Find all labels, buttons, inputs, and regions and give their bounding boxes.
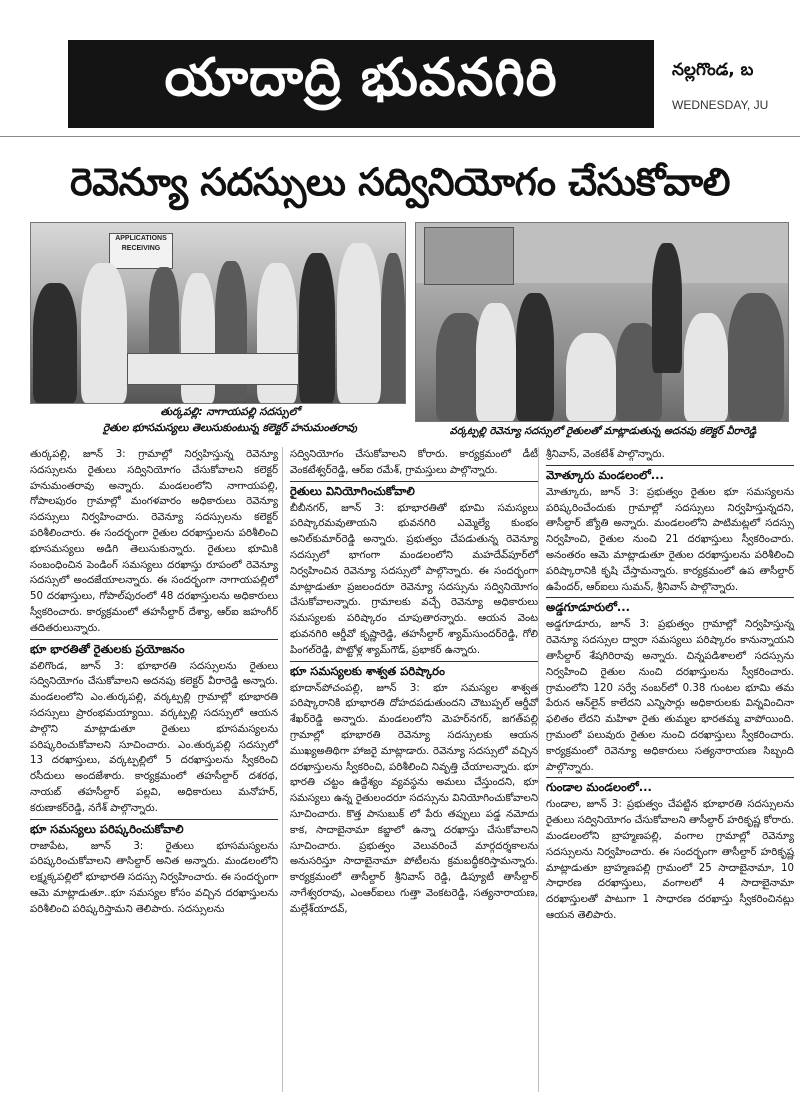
column-rule-2	[538, 447, 539, 1092]
edition-info	[672, 60, 800, 112]
paragraph-valigonda: వలిగొండ, జూన్ 3: భూభారతి సదస్సులను రైతులు సద్వినియోగం చేసుకోవాలని అదనపు కలెక్టర్ వీరారెడ్డి అన్నారు. మండలంలోని ఎం.తుర్కపల్లి, వర్కట్పల్లి గ్రామాల్లో భూభారతి సదస్సులు ప్రారంభమయ్యాయి. వర్కట్పల్లి సదస్సులో ఆయన పాల్గొని మాట్లాడుతూ రైతులు భూసమస్యలను పరిష్కరించుకోవాలని సూచించారు. ఎం.తుర్కపల్లి సదస్సులో 13 దరఖాస్తులు, వర్కట్పల్లిలో 5 దరఖాస్తులను స్వీకరించి రసీదులు అందజేశారు. కార్యక్రమంలో తహసీల్దార్ దశరథ, నాయబ్ తహసీల్దార్ పల్లవి, అధికారులు మనోహర్, కరుణాకర్‌రెడ్డి, నగేశ్ పాల్గొన్నారు.	[30, 660, 278, 814]
photo-collector-meeting	[30, 222, 406, 404]
desk	[127, 353, 299, 385]
headline: రెవెన్యూ సదస్సులు సద్వినియోగం చేసుకోవాలి	[70, 160, 730, 204]
subheading-addagudur: అడ్డగూడూరులో...	[546, 597, 794, 616]
article-column-3	[546, 447, 794, 924]
column-rule-1	[282, 447, 283, 1092]
applications-sign	[109, 233, 173, 269]
subheading-bhu-samasyalu: భూ సమస్యలు పరిష్కరించుకోవాలి	[30, 819, 278, 838]
paragraph-bibinagar: బీబీనగర్, జూన్ 3: భూభారతితో భూమి సమస్యలు పరిష్కారమవుతాయని భువనగిరి ఎమ్మెల్యే కుంభం అనిల్‌కుమార్‌రెడ్డి అన్నారు. ప్రభుత్వం చేపడుతున్న రెవెన్యూ సదస్సులో భాగంగా మండలంలోని మహదేవ్‌పూర్‌లో నిర్వహించిన రెవెన్యూ సదస్సులో పాల్గొన్నారు. ఈ సందర్భంగా మాట్లాడుతూ ప్రజలందరూ రెవెన్యూ సదస్సును సద్వినియోగం చేసుకోవాలన్నారు. గ్రామాలకు వచ్చే రెవెన్యూ అధికారులు సమస్యలకు పరిష్కారం చూపుతారన్నారు. ఆయన వెంట భువనగిరి ఆర్డీవో కృష్ణారెడ్డి, తహసీల్దార్ శ్యామ్‌సుందర్‌రెడ్డి, గోలి పింగల్‌రెడ్డి, పొట్టోళ్ల శ్యామ్‌గౌడ్, ప్రభాకర్ ఉన్నారు.	[290, 502, 538, 656]
article-column-1	[30, 447, 278, 918]
paragraph-rajapeta-cont: సద్వినియోగం చేసుకోవాలని కోరారు. కార్యక్రమంలో డీటీ వెంకటేశ్వర్‌రెడ్డి, ఆర్ఐ రమేశ్, గ్రామస్తులు పాల్గొన్నారు.	[290, 449, 538, 476]
subheading-gundala: గుండాల మండలంలో...	[546, 777, 794, 796]
header-divider	[0, 136, 800, 137]
paragraph-pochampalli-cont: శ్రీనివాస్, వెంకటేశ్ పాల్గొన్నారు.	[546, 449, 665, 460]
caption-photo1	[60, 404, 400, 436]
paragraph-turkapalli: తుర్కపల్లి, జూన్ 3: గ్రామాల్లో నిర్వహిస్తున్న రెవెన్యూ సదస్సులను రైతులు సద్వినియోగం చేసుకోవాలని కలెక్టర్ హనుమంతరావు అన్నారు. మండలంలోని నాగాయపల్లి, గోపాలపురం గ్రామాల్లో మంగళవారం అధికారులు రెవెన్యూ సదస్సులు నిర్వహించారు. రెవెన్యూ సదస్సులను కలెక్టర్ పరిశీలించారు. ఈ సందర్భంగా రైతుల దరఖాస్తులను పరిశీలించి భూసమస్యలు అడిగి తెలుసుకున్నారు. రైతులు భూమికి సంబంధించిన పెండింగ్ సమస్యలు దరఖాస్తు రూపంలో రెవెన్యూ సదస్సులో అందజేయాలన్నారు. ఈ సందర్భంగా నాగాయపల్లిలో 50 దరఖాస్తులు, గోపాల్‌పురంలో 48 దరఖాస్తులను అధికారులు స్వీకరించారు. కార్యక్రమంలో తహసీల్దార్ దేశ్యా, ఆర్ఐ జహంగీర్ తదితరులున్నారు.	[30, 449, 278, 634]
sign-line2: RECEIVING	[121, 245, 161, 252]
subheading-shashwatha: భూ సమస్యలకు శాశ్వత పరిష్కారం	[290, 661, 538, 680]
caption1-line2: రైతుల భూసమస్యలు తెలుసుకుంటున్న కలెక్టర్ హనుమంతరావు	[103, 422, 357, 434]
paragraph-mothkur: మోత్కూరు, జూన్ 3: ప్రభుత్వం రైతుల భూ సమస్యలను పరిష్కరించేందుకు గ్రామాల్లో సదస్సులు నిర్వహిస్తున్నదని, తాసీల్దార్ జ్యోతి అన్నారు. మండలంలోని పాటిమట్లలో సదస్సు నిర్వహించి, రైతుల నుంచి 21 దరఖాస్తులు స్వీకరించారు. అనంతరం ఆమె మాట్లాడుతూ రైతుల దరఖాస్తులను పరిశీలించి పరిష్కారానికి కృషి చేస్తామన్నారు. కార్యక్రమంలో ఉప తాసీల్దార్ ఉపేందర్, ఆర్ఐలు సుమన్, శ్రీనివాస్ పాల్గొన్నారు.	[546, 486, 794, 593]
sign-line1: APPLICATIONS	[115, 235, 167, 242]
edition-location: నల్లగొండ, బ	[672, 60, 754, 80]
paragraph-gundala: గుండాల, జూన్ 3: ప్రభుత్వం చేపట్టిన భూభారతి సదస్సులను రైతులు సద్వినియోగం చేసుకోవాలని తాసీల్దార్ హరికృష్ణ కోరారు. మండలంలోని బ్రాహ్మణపల్లి, వంగాల గ్రామాల్లో రెవెన్యూ సదస్సులను నిర్వహించారు. ఈ సందర్భంగా తాసీల్దార్ హరికృష్ణ మాట్లాడుతూ బ్రాహ్మణపల్లి గ్రామంలో 25 సాదాబైనామా, 10 సాధారణ దరఖాస్తులు, వంగాలలో 4 సాదాబైనామా దరఖాస్తులతో పాటుగా 1 సాధారణ దరఖాస్తు స్వీకరించినట్లు ఆయన తెలిపారు.	[546, 799, 794, 921]
subheading-bhubharathi: భూ భారతితో రైతులకు ప్రయోజనం	[30, 639, 278, 658]
caption-photo2: వర్కట్పల్లి రెవెన్యూ సదస్సులో రైతులతో మాట్లాడుతున్న అదనపు కలెక్టర్ వీరారెడ్డి	[449, 426, 757, 437]
caption1-line1: తుర్కపల్లి: నాగాయపల్లి సదస్సులో	[160, 406, 300, 418]
subheading-raithulu: రైతులు వినియోగించుకోవాలి	[290, 481, 538, 500]
paragraph-rajapeta: రాజాపేట, జూన్ 3: రైతులు భూసమస్యలను పరిష్కరించుకోవాలని తాసిల్దార్ అనిత అన్నారు. మండలంలోని లక్ష్మక్కపల్లిలో భూభారతి సదస్సు నిర్వహించారు. ఈ సందర్భంగా ఆమె మాట్లాడుతూ..భూ సమస్యల కోసం వచ్చిన దరఖాస్తులను పరిశీలించి పరిష్కరిస్తామని తెలిపారు. సదస్సులను	[30, 840, 278, 915]
banner	[424, 227, 514, 285]
article-column-2	[290, 447, 538, 918]
photo-farmers-meeting	[415, 222, 789, 422]
edition-date: WEDNESDAY, JU	[672, 98, 769, 112]
subheading-mothkur: మోత్కూరు మండలంలో...	[546, 465, 794, 484]
paragraph-addagudur: అడ్డగూడూరు, జూన్ 3: ప్రభుత్వం గ్రామాల్లో నిర్వహిస్తున్న రెవెన్యూ సదస్సుల ద్వారా సమస్యలు పరిష్కారం కానున్నాయని తాసీల్దార్ శేషగిరిరావు అన్నారు. చిన్నపడిశాలలో సదస్సును నిర్వహించి రైతుల నుంచి దరఖాస్తులను స్వీకరించారు. గ్రామంలోని 120 సర్వే నంబర్‌లో 0.38 గుంటల భూమి తమ పేరున ఆన్‌లైన్ కాలేదని ఎన్నిసార్లు అధికారులకు విన్నవించినా ఫలితం లేదని మహిళా రైతు తుమ్మల భారతమ్మ వాపోయింది. గ్రామంలో పలువురు రైతుల నుంచి దరఖాస్తులు స్వీకరించారు. కార్యక్రమంలో రెవెన్యూ అధికారులు సత్యనారాయణ సిబ్బంది పాల్గొన్నారు.	[546, 619, 794, 773]
paragraph-pochampalli: భూదాన్‌పోచంపల్లి, జూన్ 3: భూ సమస్యల శాశ్వత పరిష్కారానికి భూభారతి దోహదపడుతుందని చౌటుప్పల్ ఆర్డీవో శేఖర్‌రెడ్డి అన్నారు. మండలంలోని మెహర్‌నగర్, జగత్‌పల్లి గ్రామాల్లో భూభారతి రెవెన్యూ సదస్సులకు ఆయన ముఖ్యఅతిథిగా హాజరై మాట్లాడారు. రెవెన్యూ సదస్సులో వచ్చిన దరఖాస్తులను స్వీకరించి, పరిశీలించి నివృత్తి చేయాలన్నారు. భూ భారతి చట్టం ఉద్దేశ్యం వ్యవస్థను అమలు చేస్తుందని, భూ సమస్యలు ఉన్న రైతులందరూ సదస్సును వినియోగించుకోవాలని సూచించారు. కొత్త పాసుబుక్ లో పేరు తప్పులు పడ్డ నమోదు కాక, సాదాబైనామా కబ్జాలో ఉన్నా దరఖాస్తు చేసుకోవాలని సూచించారు. ప్రభుత్వం వెలువరించే మార్గదర్శకాలను అనుసరిస్తూ సాదాబైనామా పోటీలను క్రమబద్ధీకరిస్తామన్నారు. కార్యక్రమంలో తాసీల్దార్ శ్రీనివాస్ రెడ్డి, డిప్యూటీ తాసీల్దార్ నాగేశ్వరరావు, ఎంఆర్ఐలు గుత్తా వెంకటరెడ్డి, సత్యనారాయణ, మల్లేశ్‌యాదవ్,	[290, 682, 538, 915]
masthead-title: యాదాద్రి భువనగిరి	[68, 40, 654, 128]
